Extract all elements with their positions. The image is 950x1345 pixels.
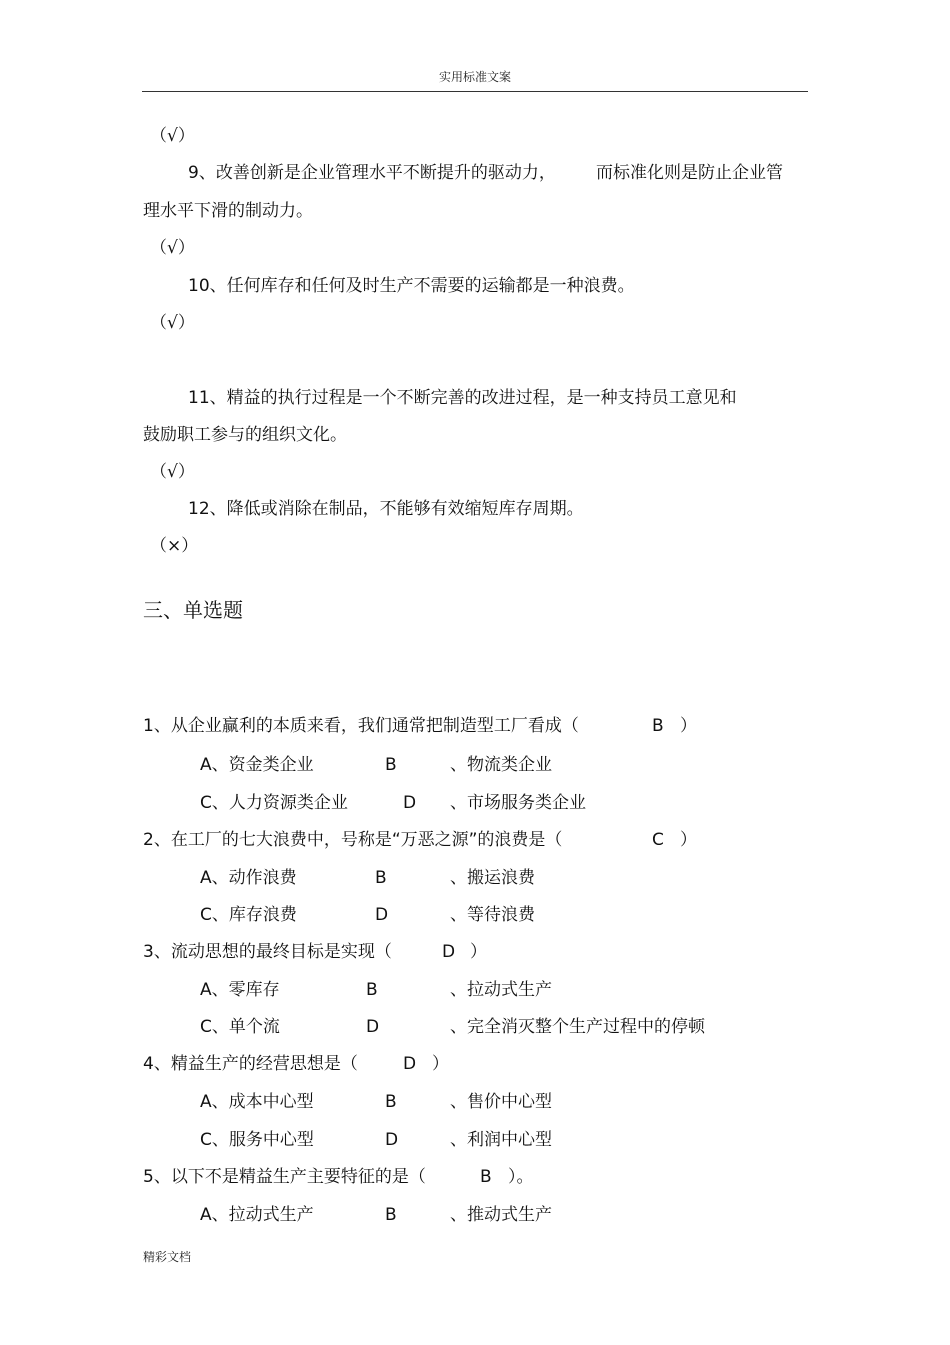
option-b: 、售价中心型 [450,1092,552,1112]
answer-mark: （√） [150,238,195,258]
statement-9-line2: 理水平下滑的制动力。 [143,201,313,221]
question-2-close: ） [680,830,697,850]
statement-9-line1: 9、改善创新是企业管理水平不断提升的驱动力， [188,163,556,183]
option-a: A、拉动式生产 [200,1205,314,1225]
option-b: 、搬运浪费 [450,868,535,888]
question-4-close: ） [432,1054,449,1074]
option-d-letter: D [366,1017,380,1037]
option-d-letter: D [375,905,389,925]
option-b: 、物流类企业 [450,755,552,775]
option-c: C、库存浪费 [200,905,297,925]
question-2-stem: 2、在工厂的七大浪费中，号称是“万恶之源”的浪费是（ [143,830,563,850]
statement-9-line1b: 而标准化则是防止企业管 [596,163,783,183]
question-3-answer: D [442,942,456,962]
option-b-letter: B [375,868,387,888]
option-d: 、市场服务类企业 [450,793,586,813]
option-b: 、拉动式生产 [450,980,552,1000]
option-d-letter: D [403,793,417,813]
section-title: 三、单选题 [143,598,243,622]
statement-11-line1: 11、精益的执行过程是一个不断完善的改进过程，是一种支持员工意见和 [188,388,737,408]
question-1-answer: B [652,716,664,736]
option-d-letter: D [385,1130,399,1150]
statement-12: 12、降低或消除在制品，不能够有效缩短库存周期。 [188,499,584,519]
answer-mark: （√） [150,462,195,482]
question-3-stem: 3、流动思想的最终目标是实现（ [143,942,392,962]
question-1-close: ） [680,716,697,736]
option-c: C、人力资源类企业 [200,793,348,813]
option-b-letter: B [385,755,397,775]
option-d: 、利润中心型 [450,1130,552,1150]
question-1-stem: 1、从企业赢利的本质来看，我们通常把制造型工厂看成（ [143,716,579,736]
option-b-letter: B [385,1205,397,1225]
answer-mark: （√） [150,126,195,146]
option-b-letter: B [366,980,378,1000]
option-a: A、资金类企业 [200,755,314,775]
option-b-letter: B [385,1092,397,1112]
option-a: A、动作浪费 [200,868,297,888]
option-a: A、零库存 [200,980,280,1000]
option-d: 、等待浪费 [450,905,535,925]
question-3-close: ） [470,942,487,962]
answer-mark: （√） [150,313,195,333]
page-header: 实用标准文案 [438,70,511,84]
option-d: 、完全消灭整个生产过程中的停顿 [450,1017,705,1037]
answer-mark: （×） [150,536,199,556]
option-c: C、服务中心型 [200,1130,314,1150]
question-5-close: ）。 [508,1167,534,1187]
statement-11-line2: 鼓励职工参与的组织文化。 [143,425,347,445]
option-a: A、成本中心型 [200,1092,314,1112]
option-b: 、推动式生产 [450,1205,552,1225]
question-4-stem: 4、精益生产的经营思想是（ [143,1054,358,1074]
question-4-answer: D [403,1054,417,1074]
question-5-stem: 5、以下不是精益生产主要特征的是（ [143,1167,426,1187]
header-rule [142,91,808,92]
option-c: C、单个流 [200,1017,280,1037]
statement-10: 10、任何库存和任何及时生产不需要的运输都是一种浪费。 [188,276,635,296]
question-2-answer: C [652,830,664,850]
question-5-answer: B [480,1167,492,1187]
page-footer: 精彩文档 [143,1250,192,1264]
